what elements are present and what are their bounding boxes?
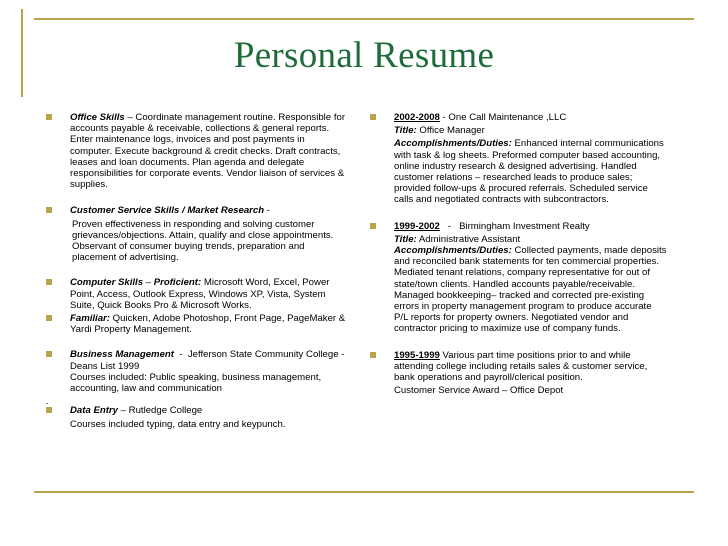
bullet-icon (370, 352, 376, 358)
left-column (46, 112, 366, 431)
top-border-line (34, 18, 694, 20)
office-skills-item (46, 112, 346, 190)
page-title: Personal Resume (233, 35, 495, 76)
data-entry-heading: Data Entry (70, 405, 118, 417)
business-management-item (46, 349, 366, 395)
office-skills-sep: – (124, 112, 136, 123)
bullet-icon (46, 351, 52, 357)
familiar-heading: Familiar: (70, 313, 110, 325)
job-3-years: 1995-1999 (394, 349, 440, 361)
job-3-text: Various part time positions prior to and while attending college including retails sales & customer service, bank operations and payroll/clerical position. (394, 349, 648, 384)
job-2-employer: - Birmingham Investment Realty (439, 220, 590, 232)
job-3-award: Customer Service Award – Office Depot (394, 385, 564, 397)
bullet-icon (46, 114, 52, 120)
business-management-heading: Business Management (70, 349, 174, 361)
job-2-acc-label: Accomplishments/Duties: (394, 245, 512, 257)
computer-skills-sub: Proficient: (153, 277, 202, 289)
job-2-years: 1999-2002 (394, 220, 440, 232)
customer-service-heading: Customer Service Skills / Market Research (70, 205, 265, 217)
data-entry-text2: Courses included typing, data entry and keypunch. (70, 419, 286, 431)
office-skills-text: Coordinate management routine. Responsible for accounts payable & receivable, collections & general reports. Enter maintenance logs, invoices and post payments in computer. Execute background & credit checks. Draft contracts, leases and loan documents. Plan agenda and delegate responsibilities for corporate events. Vendor liaison of services & supplies. (70, 112, 346, 191)
business-management-text2: Courses included: Public speaking, business management, accounting, law and communication (70, 371, 322, 395)
bullet-icon (370, 114, 376, 120)
bullet-icon (370, 223, 376, 229)
job-1-years: 2002-2008 (394, 112, 440, 123)
business-management-text1: - Jefferson State Community College - Deans List 1999 (70, 349, 366, 372)
computer-skills-text: Microsoft Word, Excel, Power Point, Access, Outlook Express, Windows XP, Vista, System Suite, Quick Books Pro & Microsoft Works. (70, 277, 330, 311)
dot-mark: . (46, 396, 49, 407)
job-1-title-label: Title: (394, 125, 417, 137)
computer-skills-sep: – (143, 277, 154, 289)
job-2-item (370, 221, 668, 335)
computer-skills-item (46, 277, 346, 311)
data-entry-item (46, 405, 346, 430)
customer-service-sep: - (264, 205, 270, 217)
job-1-acc: Enhanced internal communications with task & log sheets. Preformed computer based accounting, online industry research & designed advertising. Handled customer relations – researched leads to produce sales; provided follow-ups & procured referrals. Scheduled service calls and negotiated contracts with subcontractors. (394, 138, 664, 206)
familiar-item (46, 313, 346, 335)
office-skills-heading: Office Skills (70, 112, 125, 123)
bullet-icon (46, 407, 52, 413)
customer-service-text: Proven effectiveness in responding and solving customer grievances/objections. Attain, qualify and close appointments. Observant of consumer buying trends, preparation and placement of advertising. (72, 218, 334, 264)
bullet-icon (46, 207, 52, 213)
right-column (370, 112, 668, 396)
computer-skills-heading: Computer Skills (70, 277, 144, 289)
dot-item (46, 396, 346, 405)
job-3-item (370, 350, 668, 397)
familiar-text: Quicken, Adobe Photoshop, Front Page, PageMaker & Yardi Property Management. (70, 313, 346, 336)
data-entry-text1: – Rutledge College (117, 405, 203, 417)
job-2-acc: Collected payments, made deposits and reconciled bank statements for ten commercial properties. Mediated tenant relations, company representative for out of state/town clients. Handled accounts payable/receivable. Managed bookkeeping– tracked and corrected pre-existing errors in property management program to produce accurate P/L reports for property owners. Negotiated vendor and contractor pricing to maximize use of company funds. (394, 245, 667, 335)
job-1-title: Office Manager (416, 125, 485, 137)
job-1-acc-label: Accomplishments/Duties: (394, 138, 512, 150)
bullet-icon (46, 279, 52, 285)
bullet-icon (46, 315, 52, 321)
job-2-title-label: Title: (394, 233, 417, 245)
job-1-item (370, 112, 668, 206)
job-1-employer: - One Call Maintenance ,LLC (439, 112, 567, 123)
bottom-border-line (34, 491, 694, 493)
customer-service-item (46, 205, 346, 263)
job-2-title: Administrative Assistant (416, 233, 521, 245)
